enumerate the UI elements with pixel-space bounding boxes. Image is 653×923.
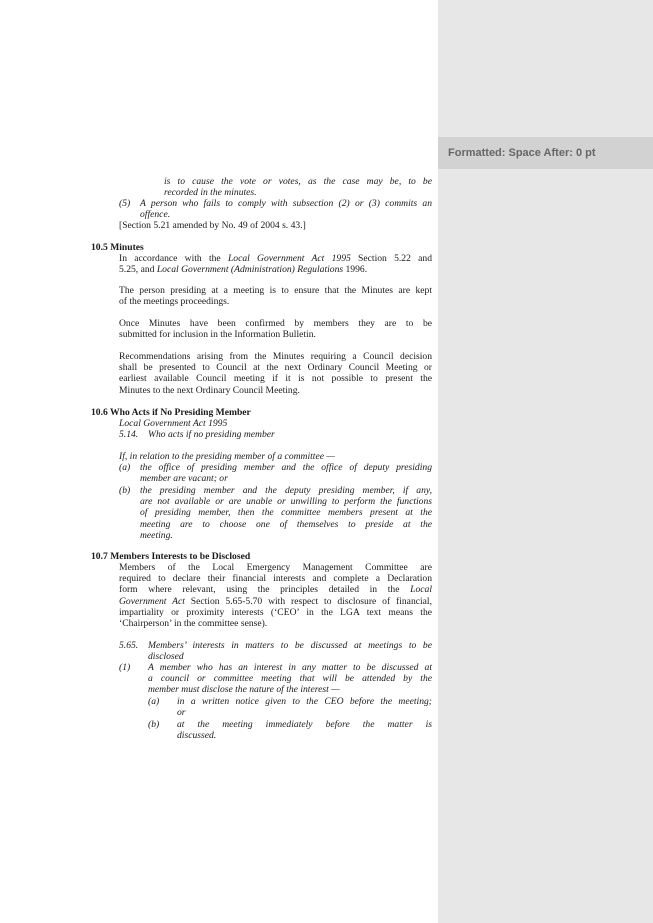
intro-continuation — [164, 176, 432, 198]
comment-pane — [438, 0, 653, 923]
text-line: disclosed — [148, 651, 184, 663]
text-line: of the meetings proceedings. — [119, 296, 230, 308]
comment-balloon[interactable]: Formatted: Space After: 0 pt — [438, 137, 653, 169]
paragraph — [119, 562, 432, 629]
item-number: (5) — [119, 198, 131, 209]
text-line: a council or committee meeting that will be attended by the — [148, 673, 432, 685]
item-number: (a) — [148, 696, 160, 707]
text-line: 5.25, and Local Government (Administration) Regulations 1996. — [119, 264, 368, 276]
text-line: in a written notice given to the CEO before the meeting; — [177, 696, 432, 707]
text-line: meeting are to choose one of themselves to preside at the — [140, 518, 432, 530]
item-b — [140, 485, 432, 541]
text-line: Members’ interests in matters to be discussed at meetings to be — [148, 640, 432, 651]
text-line: earliest available Council meeting if it is not possible to present the — [119, 373, 432, 385]
item-number: (b) — [148, 719, 160, 730]
text-line: discussed. — [177, 730, 217, 742]
text-line: is to cause the vote or votes, as the case may be, to be — [164, 176, 432, 187]
item-1b — [177, 719, 432, 741]
text-line: of presiding member, then the committee members present at the — [140, 507, 432, 519]
subsection-number: 5.14. — [119, 429, 139, 440]
amendment-note: [Section 5.21 amended by No. 49 of 2004 s. 43.] — [119, 220, 306, 231]
item-number: (1) — [119, 662, 131, 673]
text-line: member are vacant; or — [140, 473, 228, 485]
text-line: recorded in the minutes. — [164, 187, 257, 199]
text-line: shall be presented to Council at the next Ordinary Council Meeting or — [119, 362, 432, 374]
text-line: the office of presiding member and the office of deputy presiding — [140, 462, 432, 473]
text-line: Members of the Local Emergency Management Committee are — [119, 562, 432, 573]
text-line: meeting. — [140, 529, 173, 541]
paragraph — [119, 285, 432, 307]
text-line: Recommendations arising from the Minutes requiring a Council decision — [119, 351, 432, 362]
text-line: required to declare their financial interests and complete a Declaration — [119, 573, 432, 585]
paragraph — [119, 351, 432, 396]
text-line: Once Minutes have been confirmed by members they are to be — [119, 318, 432, 329]
text-line: are not available or are unable or unwilling to perform the functions — [140, 496, 432, 508]
subsection-title — [148, 640, 432, 662]
text-line: submitted for inclusion in the Information Bulletin. — [119, 329, 316, 341]
text-line: form where relevant, using the principles detailed in the Local — [119, 584, 432, 596]
item-5 — [140, 198, 432, 220]
text-line: member must disclose the nature of the interest — — [148, 684, 340, 696]
item-1a — [177, 696, 432, 718]
section-heading: 10.7 Members Interests to be Disclosed — [91, 551, 251, 562]
text-line: offence. — [140, 209, 171, 221]
paragraph — [119, 253, 432, 275]
item-1 — [148, 662, 432, 696]
paragraph — [119, 318, 432, 340]
item-number: (b) — [119, 485, 131, 496]
text-line: In accordance with the Local Government Act 1995 Section 5.22 and — [119, 253, 432, 264]
text-line: A person who fails to comply with subsection (2) or (3) commits an — [140, 198, 432, 209]
text-line: impartiality or proximity interests (‘CEO’ in the LGA text means the — [119, 606, 432, 618]
section-heading: 10.5 Minutes — [91, 242, 144, 253]
subsection-number: 5.65. — [119, 640, 139, 651]
subsection-title: Who acts if no presiding member — [148, 429, 275, 440]
text-line: at the meeting immediately before the matter is — [177, 719, 432, 730]
item-number: (a) — [119, 462, 131, 473]
text-line: the presiding member and the deputy presiding member, if any, — [140, 485, 432, 496]
act-name: Local Government Act 1995 — [119, 418, 228, 429]
text-line: Minutes to the next Ordinary Council Meeting. — [119, 384, 300, 396]
text-line: The person presiding at a meeting is to ensure that the Minutes are kept — [119, 285, 432, 296]
text-line: A member who has an interest in any matter to be discussed at — [148, 662, 432, 673]
section-heading: 10.6 Who Acts if No Presiding Member — [91, 407, 251, 418]
clause-intro: If, in relation to the presiding member of a committee — — [119, 451, 335, 462]
item-a — [140, 462, 432, 484]
text-line: or — [177, 707, 186, 719]
text-line: Government Act Section 5.65-5.70 with respect to disclosure of financial, — [119, 595, 432, 607]
text-line: ‘Chairperson’ in the committee sense). — [119, 618, 268, 630]
